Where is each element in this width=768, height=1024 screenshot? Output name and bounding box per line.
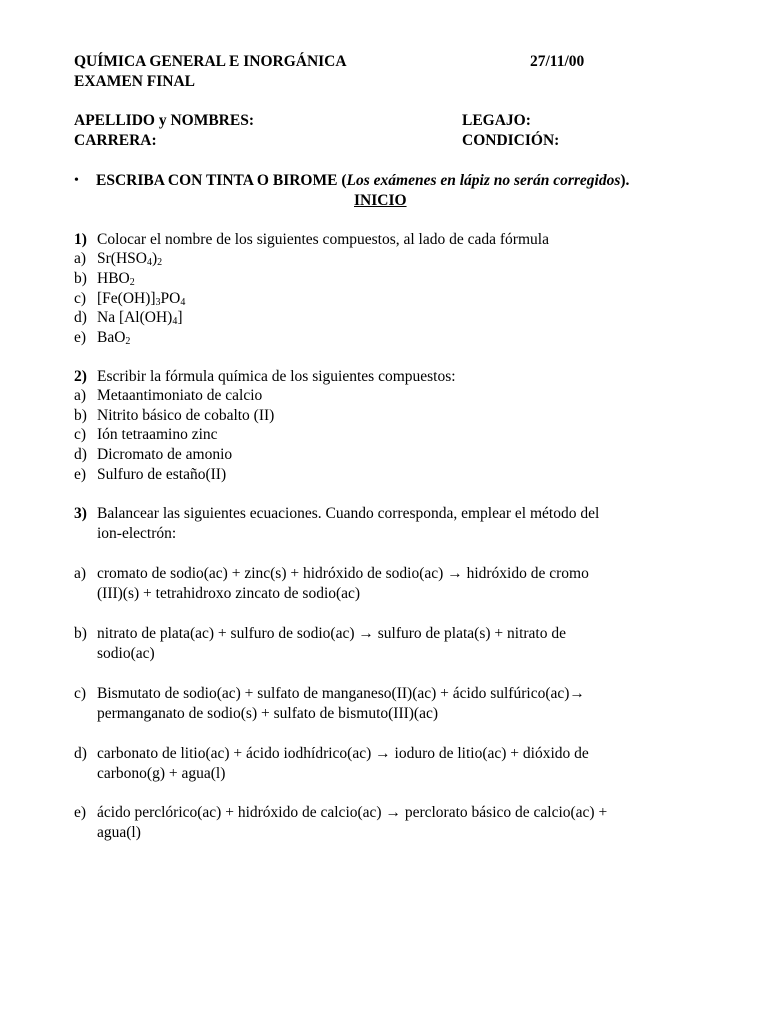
q1-number: 1) bbox=[74, 231, 87, 248]
id-label: LEGAJO: bbox=[462, 112, 531, 129]
q2-e-label: e) bbox=[74, 466, 87, 483]
q3-d-text2: carbono(g) + agua(l) bbox=[97, 765, 226, 782]
q3-a-text1: cromato de sodio(ac) + zinc(s) + hidróxido de sodio(ac) → hidróxido de cromo bbox=[97, 565, 589, 582]
name-label: APELLIDO y NOMBRES: bbox=[74, 112, 254, 129]
q1-e-formula: BaO$_2$ bbox=[97, 329, 131, 347]
q2-b-label: b) bbox=[74, 407, 87, 424]
q2-d-text: Dicromato de amonio bbox=[97, 446, 233, 463]
q2-b-text: Nitrito básico de cobalto (II) bbox=[97, 407, 275, 424]
q2-a-text: Metaantimoniato de calcio bbox=[97, 387, 263, 404]
q3-a-text2: (III)(s) + tetrahidroxo zincato de sodio(ac) bbox=[97, 585, 361, 602]
q3-d-text1: carbonato de litio(ac) + ácido iodhídrico(ac) → ioduro de litio(ac) + dióxido de bbox=[97, 745, 589, 762]
list-item bbox=[74, 445, 232, 465]
q3-e-label: e) bbox=[74, 804, 87, 821]
q2-prompt: Escribir la fórmula química de los siguientes compuestos: bbox=[97, 368, 456, 385]
q2-d-label: d) bbox=[74, 446, 87, 463]
instruction-paren-open: ( bbox=[341, 172, 347, 189]
q3-prompt-1: Balancear las siguientes ecuaciones. Cuando corresponda, emplear el método del bbox=[97, 505, 600, 522]
instruction-line bbox=[96, 171, 629, 191]
q3-e-text1: ácido perclórico(ac) + hidróxido de calcio(ac) → perclorato básico de calcio(ac) + bbox=[97, 804, 608, 821]
q1-prompt-line bbox=[74, 230, 549, 250]
q2-prompt-line bbox=[74, 367, 456, 387]
q3-b-text1: nitrato de plata(ac) + sulfuro de sodio(ac) → sulfuro de plata(s) + nitrato de bbox=[97, 625, 566, 642]
list-item bbox=[74, 386, 262, 406]
q1-a-formula: $Sr(HSO_4)_2$ bbox=[97, 250, 163, 268]
q2-c-text: Ión tetraamino zinc bbox=[97, 426, 218, 443]
q3-c-label: c) bbox=[74, 685, 87, 702]
start-heading: INICIO bbox=[354, 192, 407, 209]
list-item bbox=[74, 406, 274, 426]
q1-d-label: d) bbox=[74, 309, 87, 326]
q3-b-label: b) bbox=[74, 625, 87, 642]
list-item bbox=[74, 308, 183, 328]
q3-a-label: a) bbox=[74, 565, 87, 582]
bullet-icon: • bbox=[74, 173, 79, 188]
q3-e-text2: agua(l) bbox=[97, 824, 141, 841]
list-item bbox=[74, 249, 162, 269]
q1-b-formula: $HBO_2$ bbox=[97, 270, 135, 288]
q3-b-line1 bbox=[74, 624, 566, 644]
q3-d-label: d) bbox=[74, 745, 87, 762]
condition-label: CONDICIÓN: bbox=[462, 132, 560, 149]
q3-prompt-2: ion-electrón: bbox=[97, 525, 177, 542]
q2-e-text: Sulfuro de estaño(II) bbox=[97, 466, 227, 483]
q3-prompt-line bbox=[74, 504, 599, 524]
list-item bbox=[74, 269, 135, 289]
instruction-note: Los exámenes en lápiz no serán corregidos bbox=[346, 172, 621, 189]
q3-c-line1 bbox=[74, 684, 585, 704]
q1-c-formula: $[Fe(OH)]_3PO_4$ bbox=[97, 290, 186, 308]
q3-c-text1: Bismutato de sodio(ac) + sulfato de manganeso(II)(ac) + ácido sulfúrico(ac)→ bbox=[97, 685, 585, 702]
q1-prompt: Colocar el nombre de los siguientes compuestos, al lado de cada fórmula bbox=[97, 231, 549, 248]
q3-b-text2: sodio(ac) bbox=[97, 645, 155, 662]
q1-d-formula: Na $[Al(OH)_4]$ bbox=[97, 309, 183, 327]
q1-e-label: e) bbox=[74, 329, 87, 346]
instruction-paren-close: ). bbox=[620, 172, 630, 189]
instruction-text: ESCRIBA CON TINTA O BIROME bbox=[96, 172, 338, 189]
q3-d-line1 bbox=[74, 744, 589, 764]
career-label: CARRERA: bbox=[74, 132, 157, 149]
q2-a-label: a) bbox=[74, 387, 87, 404]
q1-b-label: b) bbox=[74, 270, 87, 287]
exam-date: 27/11/00 bbox=[530, 53, 585, 70]
q2-number: 2) bbox=[74, 368, 87, 385]
q1-a-label: a) bbox=[74, 250, 87, 267]
course-title: QUÍMICA GENERAL E INORGÁNICA bbox=[74, 53, 347, 70]
list-item bbox=[74, 425, 218, 445]
exam-title: EXAMEN FINAL bbox=[74, 73, 195, 90]
q3-c-text2: permanganato de sodio(s) + sulfato de bismuto(III)(ac) bbox=[97, 705, 439, 722]
list-item bbox=[74, 465, 226, 485]
q2-c-label: c) bbox=[74, 426, 87, 443]
q1-c-label: c) bbox=[74, 290, 87, 307]
q3-a-line1 bbox=[74, 564, 589, 584]
q3-number: 3) bbox=[74, 505, 87, 522]
q3-e-line1 bbox=[74, 803, 607, 823]
list-item bbox=[74, 289, 185, 309]
list-item bbox=[74, 328, 130, 348]
